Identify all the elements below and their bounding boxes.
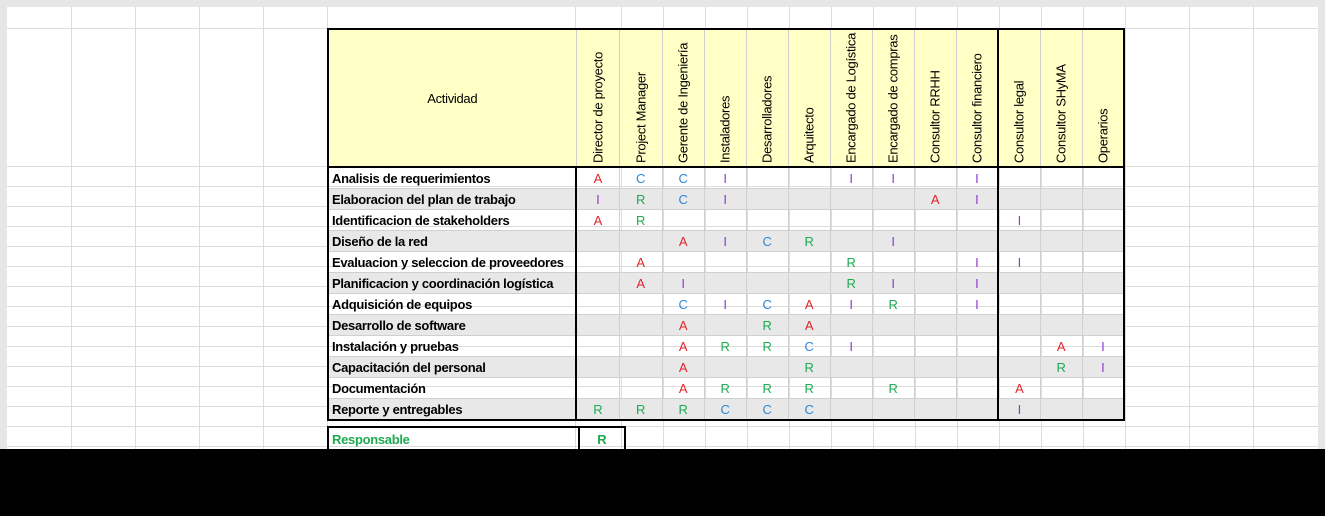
raci-cell[interactable]: C [704,399,746,421]
raci-cell[interactable]: R [619,399,662,421]
role-header[interactable] [1082,29,1124,167]
raci-cell[interactable]: I [830,294,872,315]
raci-cell[interactable]: R [1040,357,1082,378]
raci-cell[interactable] [998,294,1040,315]
raci-cell[interactable]: C [619,167,662,189]
role-label: Consultor legal [1011,80,1027,163]
raci-cell[interactable] [1040,315,1082,336]
raci-cell[interactable] [1082,189,1124,210]
raci-cell[interactable] [956,399,998,421]
raci-cell[interactable] [830,210,872,231]
raci-cell[interactable] [956,357,998,378]
raci-cell[interactable] [872,357,914,378]
table-row [328,210,1124,231]
role-header[interactable] [746,29,788,167]
raci-cell[interactable] [1082,252,1124,273]
raci-cell[interactable]: I [704,231,746,252]
raci-cell[interactable]: A [662,336,704,357]
role-label: Consultor financiero [969,53,985,163]
activity-name[interactable]: Instalación y pruebas [328,336,576,357]
raci-cell[interactable]: I [956,273,998,294]
raci-cell[interactable]: C [788,399,830,421]
raci-cell[interactable]: A [662,378,704,399]
raci-cell[interactable] [576,378,619,399]
raci-cell[interactable] [956,336,998,357]
role-label: Operarios [1095,108,1111,163]
raci-cell[interactable]: I [662,273,704,294]
raci-cell[interactable] [1082,273,1124,294]
raci-cell[interactable] [788,273,830,294]
raci-cell[interactable] [914,378,956,399]
raci-cell[interactable]: I [1082,357,1124,378]
raci-cell[interactable] [998,231,1040,252]
raci-cell[interactable] [788,167,830,189]
raci-cell[interactable] [619,378,662,399]
table-row [328,336,1124,357]
raci-cell[interactable] [1040,273,1082,294]
raci-cell[interactable] [1082,231,1124,252]
raci-cell[interactable] [788,210,830,231]
raci-cell[interactable] [872,252,914,273]
activity-name[interactable]: Adquisición de equipos [328,294,576,315]
raci-cell[interactable] [914,336,956,357]
raci-cell[interactable]: R [788,357,830,378]
raci-cell[interactable]: A [662,315,704,336]
legend-row [328,427,625,449]
gridline-horizontal [7,426,1318,427]
raci-cell[interactable] [704,252,746,273]
gridline-vertical [135,7,136,449]
gridline-horizontal [7,446,1318,447]
raci-cell[interactable] [914,399,956,421]
legend-code[interactable]: R [579,427,625,449]
raci-cell[interactable] [914,231,956,252]
table-row [328,273,1124,294]
raci-cell[interactable]: C [662,167,704,189]
raci-cell[interactable]: R [746,336,788,357]
raci-cell[interactable] [1082,378,1124,399]
table-row [328,399,1124,421]
raci-cell[interactable] [662,210,704,231]
role-header[interactable] [998,29,1040,167]
raci-cell[interactable] [788,252,830,273]
raci-cell[interactable] [1040,210,1082,231]
raci-cell[interactable]: R [704,336,746,357]
role-header[interactable] [956,29,998,167]
raci-cell[interactable] [998,357,1040,378]
activity-name[interactable]: Reporte y entregables [328,399,576,421]
role-header[interactable] [830,29,872,167]
raci-cell[interactable] [662,252,704,273]
raci-cell[interactable] [576,273,619,294]
raci-cell[interactable] [872,189,914,210]
raci-cell[interactable] [788,189,830,210]
gridline-vertical [1189,7,1190,449]
role-header[interactable] [788,29,830,167]
raci-cell[interactable]: R [704,378,746,399]
raci-matrix [327,28,1125,421]
raci-cell[interactable] [704,210,746,231]
raci-cell[interactable] [1040,189,1082,210]
raci-cell[interactable]: R [830,273,872,294]
raci-cell[interactable] [1040,399,1082,421]
raci-cell[interactable] [872,336,914,357]
table-row [328,378,1124,399]
activity-name[interactable]: Planificacion y coordinación logística [328,273,576,294]
table-row [328,167,1124,189]
raci-cell[interactable] [619,294,662,315]
raci-cell[interactable] [704,315,746,336]
raci-cell[interactable]: I [830,167,872,189]
raci-cell[interactable] [1040,231,1082,252]
role-header[interactable] [1040,29,1082,167]
role-header[interactable] [619,29,662,167]
raci-cell[interactable] [830,357,872,378]
raci-cell[interactable]: R [576,399,619,421]
raci-cell[interactable] [1040,167,1082,189]
raci-cell[interactable]: R [830,252,872,273]
table-row [328,315,1124,336]
raci-cell[interactable]: R [788,231,830,252]
raci-cell[interactable] [746,210,788,231]
role-header[interactable] [704,29,746,167]
raci-cell[interactable] [1082,167,1124,189]
raci-cell[interactable]: C [788,336,830,357]
raci-cell[interactable] [704,273,746,294]
raci-cell[interactable] [1082,315,1124,336]
raci-cell[interactable]: I [956,294,998,315]
raci-cell[interactable]: A [788,294,830,315]
raci-cell[interactable]: C [662,294,704,315]
raci-cell[interactable]: A [662,357,704,378]
raci-cell[interactable]: I [998,252,1040,273]
raci-cell[interactable] [619,231,662,252]
raci-cell[interactable]: R [872,378,914,399]
table-row [328,231,1124,252]
raci-cell[interactable]: R [746,315,788,336]
raci-cell[interactable] [619,357,662,378]
raci-cell[interactable] [1040,378,1082,399]
raci-cell[interactable] [914,167,956,189]
raci-cell[interactable]: A [788,315,830,336]
activity-rows [328,167,1124,420]
gridline-vertical [1253,7,1254,449]
role-label: Desarrolladores [759,75,775,163]
raci-cell[interactable] [956,231,998,252]
raci-cell[interactable] [872,315,914,336]
raci-cell[interactable]: C [746,399,788,421]
raci-cell[interactable] [914,315,956,336]
raci-cell[interactable] [746,252,788,273]
raci-cell[interactable] [619,336,662,357]
raci-cell[interactable] [914,294,956,315]
activity-name[interactable]: Capacitación del personal [328,357,576,378]
raci-cell[interactable] [1082,210,1124,231]
table-row [328,252,1124,273]
raci-cell[interactable]: A [619,252,662,273]
legend-label[interactable]: Responsable [328,427,579,449]
role-label: Director de proyecto [590,51,605,163]
raci-cell[interactable]: I [704,167,746,189]
role-label: Arquitecto [801,107,817,163]
table-row [328,189,1124,210]
activity-name[interactable]: Analisis de requerimientos [328,167,576,189]
raci-cell[interactable] [746,167,788,189]
raci-cell[interactable]: I [1082,336,1124,357]
raci-cell[interactable]: I [704,189,746,210]
role-header[interactable] [662,29,704,167]
raci-cell[interactable]: C [746,231,788,252]
raci-cell[interactable]: A [998,378,1040,399]
role-header[interactable] [576,29,619,167]
raci-cell[interactable]: I [998,399,1040,421]
activity-name[interactable]: Evaluacion y seleccion de proveedores [328,252,576,273]
raci-cell[interactable]: R [788,378,830,399]
raci-cell[interactable]: I [956,252,998,273]
raci-cell[interactable]: R [872,294,914,315]
raci-cell[interactable] [998,336,1040,357]
raci-cell[interactable]: I [956,167,998,189]
gridline-vertical [263,7,264,449]
header-row [328,29,1124,167]
raci-cell[interactable] [619,315,662,336]
activity-name[interactable]: Diseño de la red [328,231,576,252]
raci-cell[interactable] [1082,294,1124,315]
raci-cell[interactable] [576,336,619,357]
raci-cell[interactable] [576,231,619,252]
raci-cell[interactable] [576,315,619,336]
raci-cell[interactable]: A [619,273,662,294]
raci-cell[interactable]: I [704,294,746,315]
activity-name[interactable]: Elaboracion del plan de trabajo [328,189,576,210]
role-header[interactable] [914,29,956,167]
role-label: Gerente de Ingeniería [675,42,691,163]
raci-cell[interactable] [872,210,914,231]
raci-cell[interactable] [830,378,872,399]
raci-cell[interactable]: R [662,399,704,421]
raci-cell[interactable]: I [956,189,998,210]
raci-cell[interactable]: A [576,167,619,189]
gridline-vertical [199,7,200,449]
raci-cell[interactable]: I [872,273,914,294]
raci-cell[interactable] [872,399,914,421]
raci-cell[interactable] [746,189,788,210]
gridline-vertical [71,7,72,449]
raci-cell[interactable]: I [830,336,872,357]
raci-cell[interactable] [914,252,956,273]
raci-cell[interactable]: A [914,189,956,210]
role-label: Project Manager [633,72,648,163]
raci-cell[interactable] [830,399,872,421]
raci-cell[interactable] [998,273,1040,294]
raci-cell[interactable]: R [619,210,662,231]
activity-name[interactable]: Documentación [328,378,576,399]
raci-cell[interactable]: A [576,210,619,231]
raci-cell[interactable] [746,273,788,294]
raci-cell[interactable] [830,315,872,336]
raci-cell[interactable] [1040,252,1082,273]
table-row [328,294,1124,315]
raci-cell[interactable] [830,231,872,252]
role-label: Encargado de compras [885,34,901,163]
raci-cell[interactable] [1040,294,1082,315]
raci-cell[interactable] [1082,399,1124,421]
raci-cell[interactable] [704,357,746,378]
raci-cell[interactable]: I [872,231,914,252]
activity-header[interactable]: Actividad [328,29,576,167]
gridline-vertical [1125,7,1126,449]
raci-cell[interactable]: C [662,189,704,210]
raci-cell[interactable] [956,210,998,231]
raci-cell[interactable] [998,315,1040,336]
raci-cell[interactable]: I [872,167,914,189]
raci-cell[interactable]: A [662,231,704,252]
raci-cell[interactable] [914,357,956,378]
raci-cell[interactable] [576,357,619,378]
raci-cell[interactable] [746,357,788,378]
role-header[interactable] [872,29,914,167]
raci-cell[interactable] [576,294,619,315]
raci-cell[interactable] [914,273,956,294]
legend [327,426,626,449]
raci-cell[interactable] [998,189,1040,210]
activity-name[interactable]: Identificacion de stakeholders [328,210,576,231]
raci-cell[interactable]: A [1040,336,1082,357]
raci-cell[interactable] [956,378,998,399]
raci-cell[interactable]: I [576,189,619,210]
raci-cell[interactable] [914,210,956,231]
role-label: Instaladores [717,95,733,163]
table-row [328,357,1124,378]
role-label: Consultor RRHH [927,70,943,163]
raci-cell[interactable]: R [746,378,788,399]
raci-cell[interactable] [576,252,619,273]
raci-cell[interactable] [998,167,1040,189]
raci-cell[interactable]: C [746,294,788,315]
activity-name[interactable]: Desarrollo de software [328,315,576,336]
raci-cell[interactable]: R [619,189,662,210]
role-label: Consultor SHyMA [1053,64,1069,163]
raci-cell[interactable] [956,315,998,336]
raci-cell[interactable] [830,189,872,210]
raci-cell[interactable]: I [998,210,1040,231]
role-label: Encargado de Logística [843,33,859,163]
